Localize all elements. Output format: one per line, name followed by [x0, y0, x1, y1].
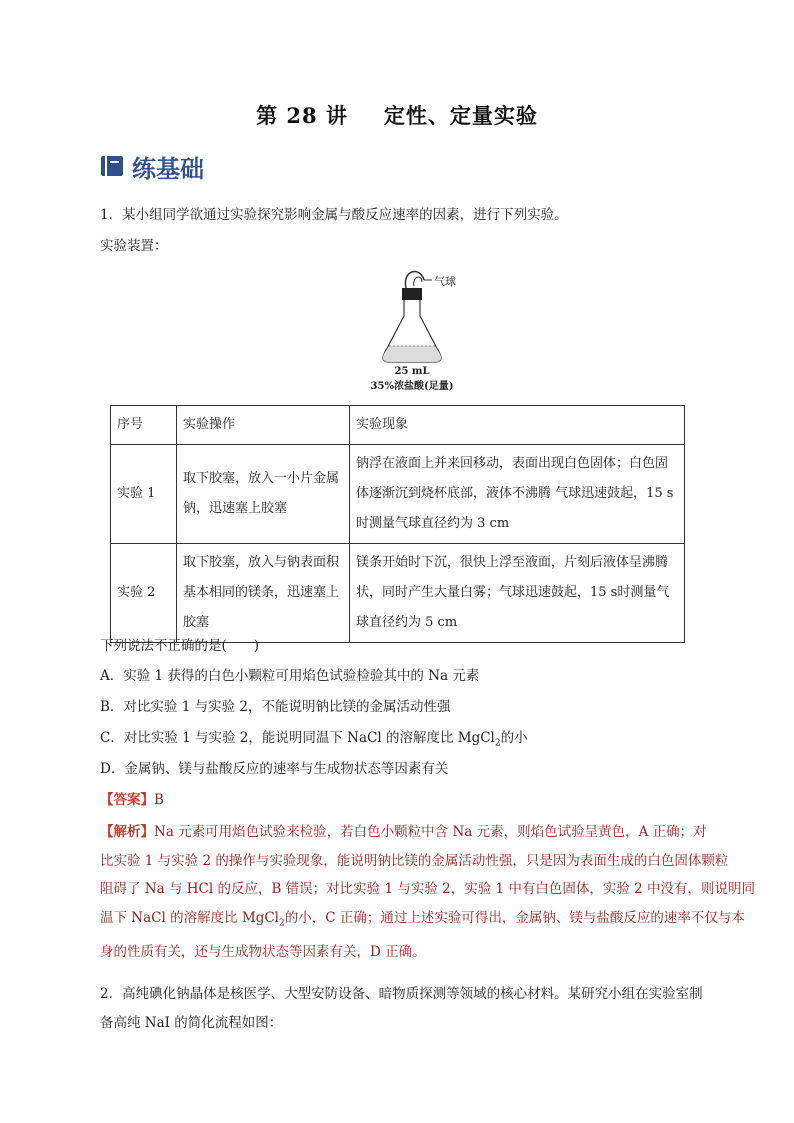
analysis-tag: 【解析】 [100, 824, 154, 840]
row-operation: 取下胶塞，放入一小片金属钠，迅速塞上胶塞 [177, 445, 350, 544]
flask-diagram [362, 266, 502, 398]
question-2-line: 2．高纯碘化钠晶体是核医学、大型安防设备、暗物质探测等领域的核心材料。某研究小组在实验室制 [100, 986, 703, 1002]
book-icon [100, 154, 126, 178]
question-1-stem: 1．某小组同学欲通过实验探究影响金属与酸反应速率的因素，进行下列实验。 [100, 207, 568, 223]
analysis-line: 比实验 1 与实验 2 的操作与实验现象，能说明钠比镁的金属活动性强，只是因为表面生成的白色固体颗粒 [100, 852, 729, 869]
table-header-row [111, 406, 685, 445]
option-c-tail: 的小 [500, 730, 528, 746]
subscript: 2 [494, 738, 501, 749]
question-2-line: 备高纯 NaI 的简化流程如图： [100, 1014, 283, 1031]
option-b: B．对比实验 1 与实验 2，不能说明钠比镁的金属活动性强 [100, 699, 451, 715]
header-cell: 序号 [111, 406, 177, 445]
analysis-line: 阻碍了 Na 与 HCl 的反应，B 错误；对比实验 1 与实验 2，实验 1 中有白色固体，实验 2 中没有，则说明同 [100, 881, 756, 897]
section-header [100, 148, 204, 184]
section-label: 练基础 [132, 154, 204, 183]
lecture-topic: 定性、定量实验 [383, 103, 538, 128]
option-c-text: C．对比实验 1 与实验 2，能说明同温下 NaCl 的溶解度比 MgCl [100, 730, 495, 746]
analysis-line: 的小，C 正确；通过上述实验可得出，金属钠、镁与盐酸反应的速率不仅与本 [284, 909, 745, 926]
row-observation: 镁条开始时下沉，很快上浮至液面，片刻后液体呈沸腾状，同时产生大量白雾；气球迅速鼓起，15 s时测量气球直径约为 5 cm [350, 544, 685, 643]
row-id: 实验 2 [111, 544, 177, 643]
option-c [100, 728, 528, 754]
acid-label: 35%浓盐酸(足量) [370, 381, 454, 392]
header-cell: 实验现象 [350, 406, 685, 445]
lecture-number: 第 28 讲 [256, 103, 348, 128]
volume-label: 25 mL [394, 366, 430, 377]
answer-tag: 【答案】 [100, 792, 154, 808]
row-observation: 钠浮在液面上并来回移动，表面出现白色固体；白色固体逐渐沉到烧杯底部，液体不沸腾 气球迅速鼓起，15 s时测量气球直径约为 3 cm [350, 445, 685, 544]
row-operation: 取下胶塞，放入与钠表面积基本相同的镁条，迅速塞上胶塞 [177, 544, 350, 643]
table-row [111, 445, 685, 544]
page-title [0, 100, 794, 130]
experiment-table [110, 405, 685, 643]
option-a: A．实验 1 获得的白色小颗粒可用焰色试验检验其中的 Na 元素 [100, 668, 480, 684]
row-id: 实验 1 [111, 445, 177, 544]
balloon-label: 气球 [434, 275, 456, 288]
question-1-ask: 下列说法不正确的是( ) [100, 638, 260, 654]
analysis-line: Na 元素可用焰色试验来检验，若白色小颗粒中含 Na 元素，则焰色试验呈黄色，A 正确；对 [154, 824, 707, 840]
table-row [111, 544, 685, 643]
header-cell: 实验操作 [177, 406, 350, 445]
analysis-line: 身的性质有关，还与生成物状态等因素有关，D 正确。 [100, 943, 426, 960]
option-d: D．金属钠、镁与盐酸反应的速率与生成物状态等因素有关 [100, 761, 449, 777]
answer-value: B [154, 792, 164, 808]
apparatus-label: 实验装置： [100, 238, 168, 254]
answer-line [100, 790, 164, 810]
subscript: 2 [279, 918, 285, 929]
analysis-paragraph [100, 818, 756, 966]
analysis-line: 温下 NaCl 的溶解度比 MgCl [100, 909, 279, 926]
question-2 [100, 980, 703, 1037]
